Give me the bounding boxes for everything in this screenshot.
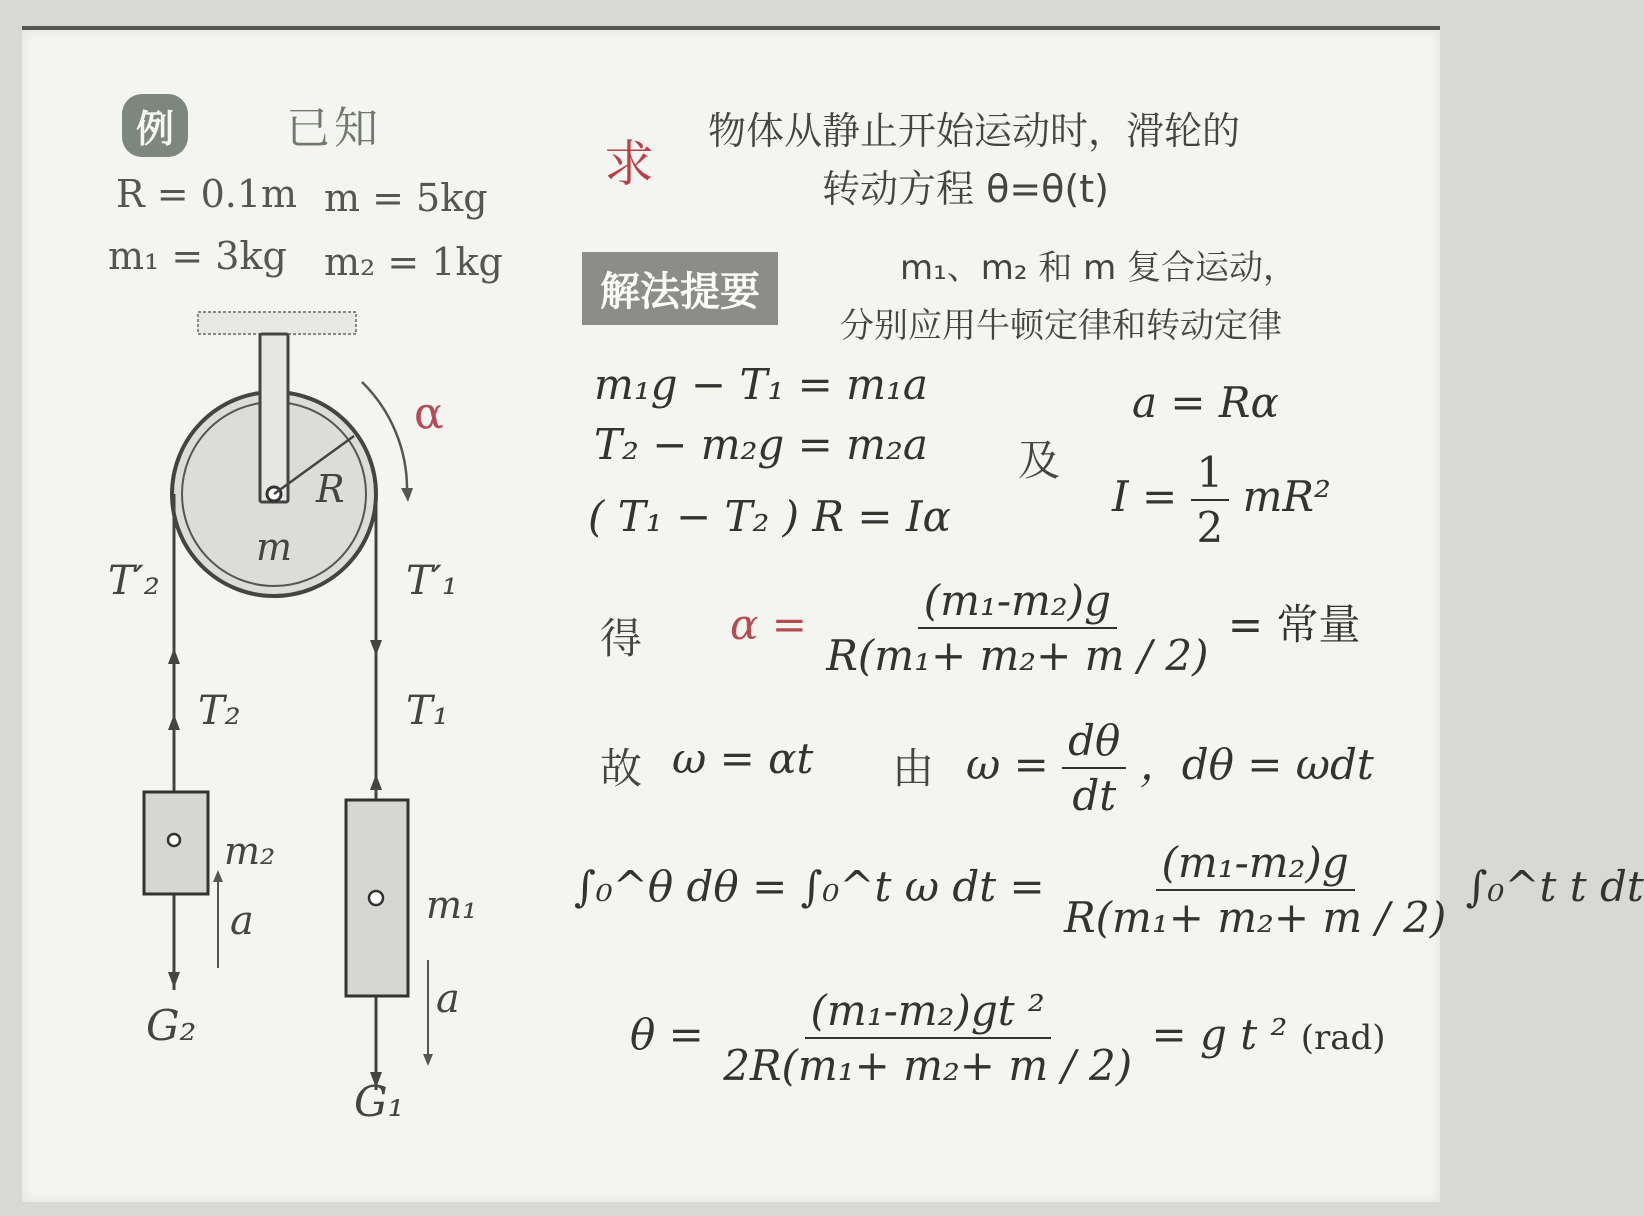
omega-equation: ω = αt: [672, 734, 814, 783]
alpha-label: α: [414, 388, 444, 439]
param-R: R = 0.1m: [116, 172, 298, 216]
integral-fraction: $\frac{\text{(m₁-m₂)g}}{\text{R(m₁+ m₂+ m / 2)}}$: [1064, 838, 1447, 942]
question-line1: 物体从静止开始运动时，滑轮的: [708, 109, 1241, 153]
equation-5: [1112, 448, 1331, 552]
mass-label: m: [256, 525, 293, 569]
integral-equation: ∫₀^θ dθ = ∫₀^t ω dt = $\frac{\text{(m₁-m₂)g}}{\text{R(m₁+ m₂+ m / 2)}}$ ∫₀^t t dt: [574, 838, 1644, 942]
question-line2: 转动方程 θ=θ(t): [822, 167, 1109, 211]
eq5-left: I =: [1112, 472, 1178, 521]
pulley-hanger: [260, 334, 288, 502]
you-label: 由: [892, 744, 935, 793]
g2-label: G₂: [146, 1001, 197, 1050]
omega-def-fraction: $\frac{d\theta}{dt}$: [1062, 716, 1126, 820]
m2-label: m₂: [224, 829, 276, 873]
g1-label: G₁: [354, 1077, 405, 1126]
right-accel-label: a: [436, 976, 460, 1022]
left-accel-label: a: [230, 898, 254, 944]
theta-equation: θ = $\frac{\text{(m₁-m₂)gt ²}}{\text{2R(m₁+ m₂+ m / 2)}}$ = g t ² (rad): [630, 986, 1386, 1090]
radius-label: R: [316, 467, 345, 511]
alpha-lhs: α =: [730, 600, 807, 649]
param-m1: m₁ = 3kg: [108, 234, 287, 278]
solution-tip-badge: 解法提要: [582, 252, 778, 325]
equation-2: T₂ − m₂g = m₂a: [594, 420, 928, 469]
ceiling-support: [198, 312, 356, 334]
m1-label: m₁: [426, 883, 478, 927]
alpha-rhs: = 常量: [1227, 600, 1361, 649]
slide: [22, 26, 1644, 1202]
known-title: 已知: [286, 103, 382, 154]
right-tension-label: T₁: [406, 688, 449, 734]
left-tension-label: T₂: [198, 688, 241, 734]
pulley-diagram: [22, 30, 582, 1170]
equation-1: m₁g − T₁ = m₁a: [594, 360, 928, 409]
alpha-equation: [730, 576, 1360, 680]
solution-tip-line2: 分别应用牛顿定律和转动定律: [840, 306, 1282, 346]
right-tension-top-label: T′₁: [406, 558, 458, 604]
param-m2: m₂ = 1kg: [324, 240, 503, 284]
param-m: m = 5kg: [324, 176, 488, 220]
equation-4: a = Rα: [1132, 378, 1279, 427]
eq5-fraction: $\frac{1}{2}$: [1191, 448, 1230, 552]
theta-fraction: $\frac{\text{(m₁-m₂)gt ²}}{\text{2R(m₁+ m₂+ m / 2)}}$: [723, 986, 1133, 1090]
and-label: 及: [1018, 436, 1061, 485]
unit-label: (rad): [1300, 1018, 1386, 1058]
dtheta-equation: ，dθ = ωdt: [1139, 740, 1374, 789]
de-label: 得: [600, 614, 643, 663]
solution-tip-line1: m₁、m₂ 和 m 复合运动，: [900, 248, 1298, 288]
eq5-right: mR²: [1242, 472, 1331, 521]
left-tension-top-label: T′₂: [108, 558, 160, 604]
equation-3: ( T₁ − T₂ ) R = Iα: [588, 492, 951, 541]
gu-label: 故: [600, 744, 643, 793]
example-badge: 例: [122, 94, 188, 157]
omega-definition: ω = $\frac{d\theta}{dt}$ ，dθ = ωdt: [966, 716, 1374, 820]
question-label: 求: [604, 135, 654, 193]
alpha-fraction: $\frac{\text{(m₁-m₂)g}}{\text{R(m₁+ m₂+ m / 2)}}$: [826, 576, 1209, 680]
